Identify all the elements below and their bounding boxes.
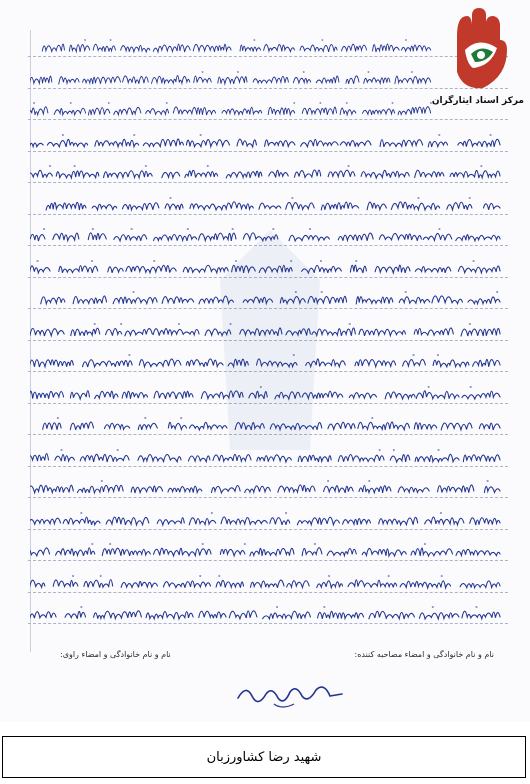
caption-text: شهید رضا کشاورزبان: [206, 749, 322, 765]
archive-logo: [431, 6, 524, 116]
hand-logo-icon: [445, 6, 515, 92]
handwritten-line: [30, 68, 434, 90]
handwriting-stroke: [42, 40, 430, 52]
handwriting-stroke: [30, 576, 500, 588]
form-labels: [60, 650, 494, 670]
handwriting-stroke: [30, 166, 500, 178]
handwritten-line: [30, 131, 504, 153]
handwriting-stroke: [46, 198, 500, 210]
handwriting-stroke: [30, 103, 431, 115]
handwritten-line: [30, 36, 434, 58]
caption-box: [2, 736, 526, 778]
handwritten-line: [30, 572, 504, 594]
handwriting-stroke: [30, 513, 500, 525]
handwritten-line: [30, 99, 434, 121]
watermark-icon: [200, 220, 340, 460]
handwriting-stroke: [30, 481, 500, 493]
handwriting-stroke: [30, 135, 500, 147]
signature: [230, 678, 350, 712]
handwritten-line: [30, 603, 504, 625]
handwriting-stroke: [30, 607, 500, 619]
handwriting-stroke: [30, 544, 500, 556]
handwritten-line: [30, 477, 504, 499]
handwritten-line: [30, 509, 504, 531]
narrator-signature-label: نام و نام خانوادگی و امضاء راوی:: [60, 650, 171, 659]
interviewer-signature-label: نام و نام خانوادگی و امضاء مصاحبه کننده:: [354, 650, 494, 659]
logo-text: مرکز اسناد ایثارگران: [431, 96, 524, 106]
handwritten-line: [30, 194, 504, 216]
handwritten-line: [30, 162, 504, 184]
handwriting-stroke: [30, 72, 431, 84]
handwritten-line: [30, 540, 504, 562]
